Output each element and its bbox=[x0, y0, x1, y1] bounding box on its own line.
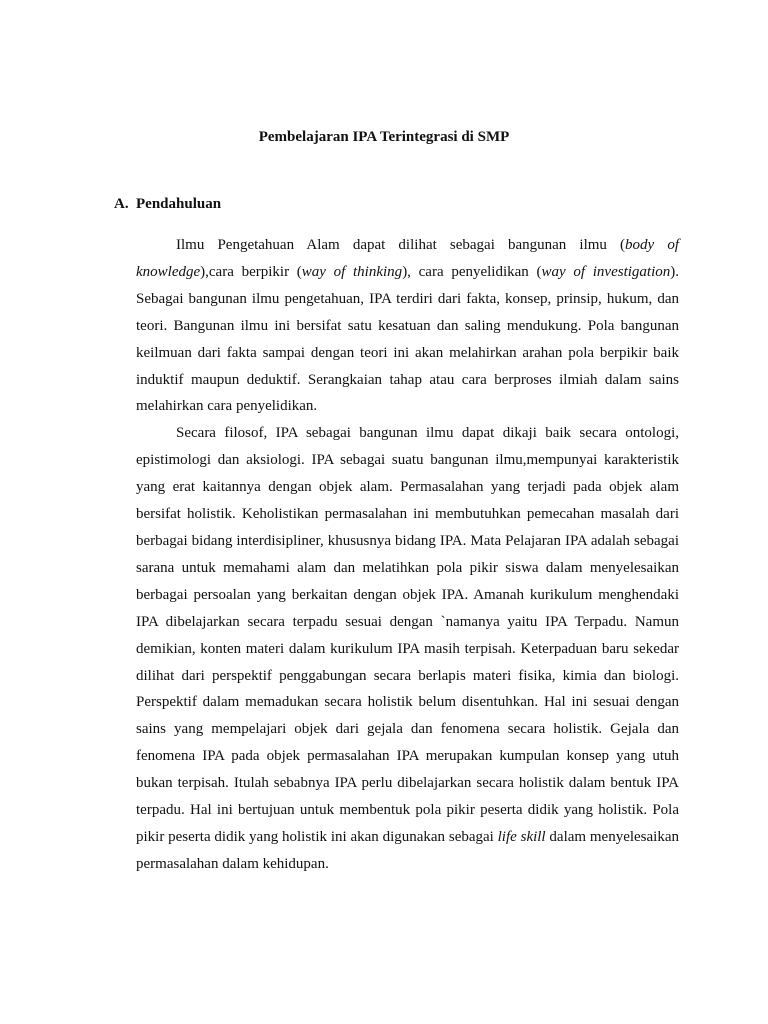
section-number: A. bbox=[114, 196, 129, 212]
text-segment: ). Sebagai bangunan ilmu pengetahuan, IPA terdiri dari fakta, konsep, prinsip, hukum, dan teori. Bangunan ilmu ini bersifat satu kesatuan dan saling mendukung. Pola bangunan keilmuan dari fakta sampai dengan teori ini akan melahirkan arahan pola berpikir baik induktif maupun deduktif. Serangkaian tahap atau cara berproses ilmiah dalam sains melahirkan cara penyelidikan. bbox=[136, 263, 679, 415]
italic-term: life skill bbox=[497, 828, 546, 845]
section-title: Pendahuluan bbox=[136, 196, 222, 212]
paragraph-2 bbox=[136, 420, 679, 877]
text-segment: Ilmu Pengetahuan Alam dapat dilihat sebagai bangunan ilmu ( bbox=[176, 237, 626, 253]
italic-term: way of thinking bbox=[301, 263, 403, 280]
paragraph-1 bbox=[136, 232, 679, 420]
document-title: Pembelajaran IPA Terintegrasi di SMP bbox=[258, 129, 510, 145]
italic-term: way of investigation bbox=[541, 263, 671, 280]
text-segment: ),cara berpikir ( bbox=[200, 263, 302, 280]
body-text bbox=[136, 232, 679, 878]
text-segment: ), cara penyelidikan ( bbox=[402, 263, 542, 280]
italic-term: body of knowledge bbox=[136, 237, 679, 280]
text-segment: dalam menyelesaikan permasalahan dalam kehidupan. bbox=[136, 828, 679, 872]
text-segment: Secara filosof, IPA sebagai bangunan ilmu dapat dikaji baik secara ontologi, epistimologi dan aksiologi. IPA sebagai suatu bangunan ilmu,mempunyai karakteristik yang erat kaitannya dengan objek alam. Permasalahan yang terjadi pada objek alam bersifat holistik. Keholistikan permasalahan ini membutuhkan pemecahan masalah dari berbagai bidang interdisipliner, khususnya bidang IPA. Mata Pelajaran IPA adalah sebagai sarana untuk memahami alam dan melatihkan pola pikir siswa dalam menyelesaikan berbagai persoalan yang berkaitan dengan objek IPA. Amanah kurikulum menghendaki IPA dibelajarkan secara terpadu sesuai dengan `namanya yaitu IPA Terpadu. Namun demikian, konten materi dalam kurikulum IPA masih terpisah. Keterpaduan baru sekedar dilihat dari perspektif penggabungan secara berlapis materi fisika, kimia dan biologi. Perspektif dalam memadukan secara holistik belum disentuhkan. Hal ini sesuai dengan sains yang mempelajari objek dari gejala dan fenomena secara holistik. Gejala dan fenomena IPA pada objek permasalahan IPA merupakan kumpulan konsep yang utuh bukan terpisah. Itulah sebabnya IPA perlu dibelajarkan secara holistik dalam bentuk IPA terpadu. Hal ini bertujuan untuk membentuk pola pikir peserta didik yang holistik. Pola pikir peserta didik yang holistik ini akan digunakan sebagai bbox=[136, 425, 679, 845]
section-heading bbox=[114, 194, 221, 214]
